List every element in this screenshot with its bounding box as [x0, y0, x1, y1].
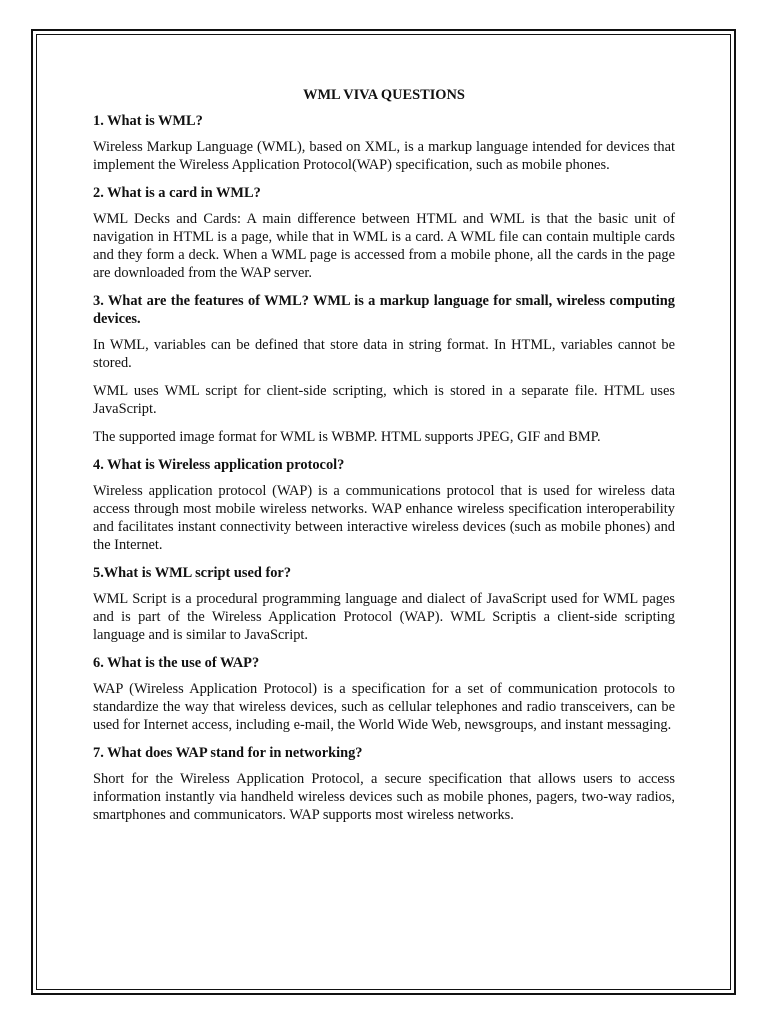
question-3: 3. What are the features of WML? WML is a markup language for small, wireless computing devices. — [93, 293, 675, 327]
document-title: WML VIVA QUESTIONS — [303, 87, 465, 103]
answer-2: WML Decks and Cards: A main difference between HTML and WML is that the basic unit of navigation in HTML is a page, while that in WML is a card. A WML file can contain multiple cards and they form a deck. When a WML page is accessed from a mobile phone, all the cards in the page are downloaded from the WAP server. — [93, 211, 675, 281]
answer-4: Wireless application protocol (WAP) is a communications protocol that is used for wireless data access through most mobile wireless networks. WAP enhance wireless specification interoperability and facilitates instant connectivity between interactive wireless devices (such as mobile phones) and the Internet. — [93, 483, 675, 553]
question-6: 6. What is the use of WAP? — [93, 655, 260, 671]
answer-6: WAP (Wireless Application Protocol) is a specification for a set of communication protocols to standardize the way that wireless devices, such as cellular telephones and radio transceivers, can be used for Internet access, including e-mail, the World Wide Web, newsgroups, and instant messaging. — [93, 681, 675, 733]
document-body — [93, 86, 675, 834]
answer-3b: WML uses WML script for client-side scripting, which is stored in a separate file. HTML uses JavaScript. — [93, 383, 675, 417]
answer-1: Wireless Markup Language (WML), based on XML, is a markup language intended for devices that implement the Wireless Application Protocol(WAP) specification, such as mobile phones. — [93, 139, 675, 173]
answer-3c: The supported image format for WML is WBMP. HTML supports JPEG, GIF and BMP. — [93, 429, 601, 445]
question-1: 1. What is WML? — [93, 113, 203, 129]
answer-7: Short for the Wireless Application Protocol, a secure specification that allows users to access information instantly via handheld wireless devices such as mobile phones, pagers, two-way radios, smartphones and communicators. WAP supports most wireless networks. — [93, 771, 675, 823]
question-2: 2. What is a card in WML? — [93, 185, 261, 201]
question-4: 4. What is Wireless application protocol? — [93, 457, 345, 473]
question-5: 5.What is WML script used for? — [93, 565, 292, 581]
answer-5: WML Script is a procedural programming language and dialect of JavaScript used for WML pages and is part of the Wireless Application Protocol (WAP). WML Scriptis a client-side scripting language and is similar to JavaScript. — [93, 591, 675, 643]
question-7: 7. What does WAP stand for in networking? — [93, 745, 363, 761]
answer-3a: In WML, variables can be defined that store data in string format. In HTML, variables cannot be stored. — [93, 337, 675, 371]
